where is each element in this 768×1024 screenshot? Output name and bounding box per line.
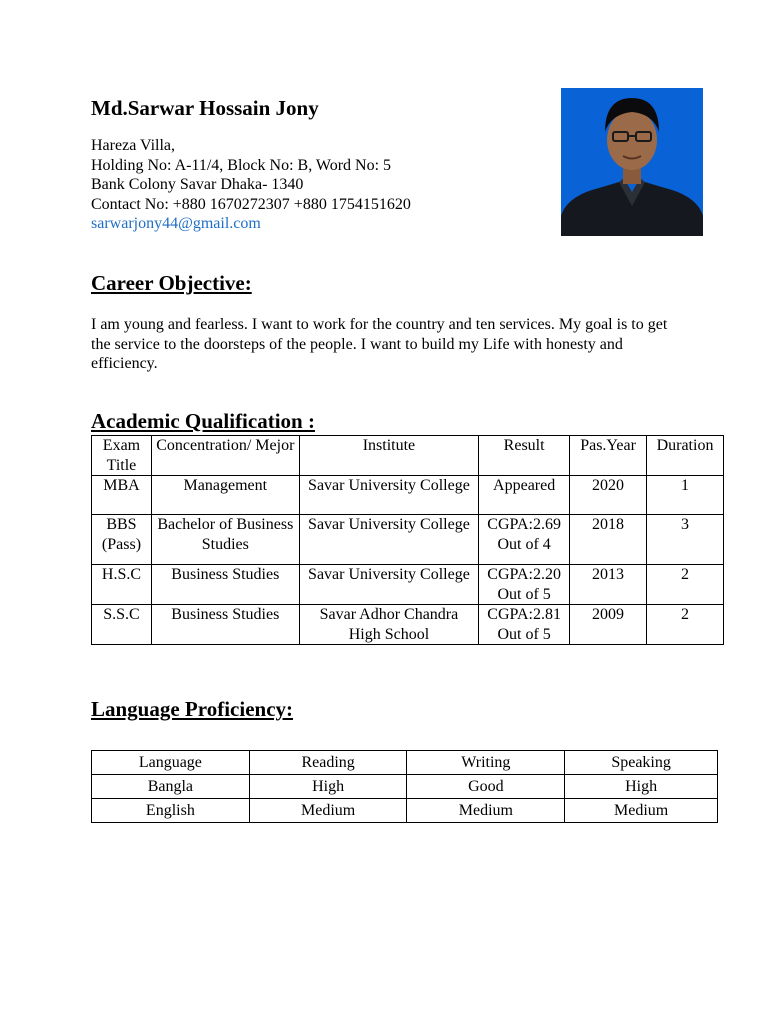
table-cell: 1 <box>647 476 724 515</box>
table-header-cell: Reading <box>249 751 407 775</box>
table-cell: S.S.C <box>92 605 152 645</box>
table-cell: Business Studies <box>151 565 299 605</box>
table-header-cell: Writing <box>407 751 565 775</box>
table-cell: Savar University College <box>299 565 478 605</box>
table-header-cell: Duration <box>647 436 724 476</box>
contact-numbers: Contact No: +880 1670272307 +880 1754151620 <box>91 195 411 213</box>
table-cell: Savar University College <box>299 476 478 515</box>
table-cell: CGPA:2.69 Out of 4 <box>479 515 570 565</box>
table-row <box>92 799 718 823</box>
table-cell: Medium <box>565 799 718 823</box>
address-line: Bank Colony Savar Dhaka- 1340 <box>91 176 304 193</box>
table-cell: Bangla <box>92 775 250 799</box>
table-row <box>92 565 724 605</box>
profile-photo-illustration <box>561 88 703 236</box>
table-header-cell: Institute <box>299 436 478 476</box>
table-header-cell: Exam Title <box>92 436 152 476</box>
academic-table <box>91 435 724 645</box>
table-cell: 2013 <box>570 565 647 605</box>
table-header-cell: Language <box>92 751 250 775</box>
table-cell: Bachelor of Business Studies <box>151 515 299 565</box>
table-cell: Appeared <box>479 476 570 515</box>
table-cell: 2 <box>647 565 724 605</box>
address-line: Hareza Villa, <box>91 137 176 154</box>
language-proficiency-heading: Language Proficiency: <box>91 697 294 721</box>
table-cell: Medium <box>249 799 407 823</box>
table-cell: CGPA:2.81 Out of 5 <box>479 605 570 645</box>
table-cell: Management <box>151 476 299 515</box>
table-cell: Good <box>407 775 565 799</box>
table-cell: CGPA:2.20 Out of 5 <box>479 565 570 605</box>
table-row <box>92 515 724 565</box>
table-row <box>92 775 718 799</box>
profile-photo <box>561 88 703 236</box>
career-objective-text: I am young and fearless. I want to work for the country and ten services. My goal is to get the service to the doorsteps of the people. I want to build my Life with honesty and efficiency. <box>91 316 668 372</box>
table-cell: Medium <box>407 799 565 823</box>
table-cell: 2009 <box>570 605 647 645</box>
academic-qualification-heading: Academic Qualification : <box>91 409 315 433</box>
career-objective-heading: Career Objective: <box>91 271 252 295</box>
table-cell: Savar University College <box>299 515 478 565</box>
table-cell: 2018 <box>570 515 647 565</box>
language-table <box>91 750 718 823</box>
table-cell: High <box>565 775 718 799</box>
table-cell: Business Studies <box>151 605 299 645</box>
table-header-row <box>92 436 724 476</box>
table-cell: MBA <box>92 476 152 515</box>
table-cell: BBS (Pass) <box>92 515 152 565</box>
table-cell: H.S.C <box>92 565 152 605</box>
table-cell: 2 <box>647 605 724 645</box>
email-link[interactable]: sarwarjony44@gmail.com <box>91 215 261 232</box>
table-header-cell: Result <box>479 436 570 476</box>
table-cell: 3 <box>647 515 724 565</box>
table-cell: Savar Adhor Chandra High School <box>299 605 478 645</box>
table-cell: English <box>92 799 250 823</box>
table-header-row <box>92 751 718 775</box>
table-row <box>92 605 724 645</box>
table-header-cell: Pas.Year <box>570 436 647 476</box>
table-cell: High <box>249 775 407 799</box>
candidate-name: Md.Sarwar Hossain Jony <box>91 96 319 120</box>
table-header-cell: Concentration/ Mejor <box>151 436 299 476</box>
table-row <box>92 476 724 515</box>
table-cell: 2020 <box>570 476 647 515</box>
contact-block <box>91 136 411 234</box>
address-line: Holding No: A-11/4, Block No: B, Word No: 5 <box>91 156 392 174</box>
table-header-cell: Speaking <box>565 751 718 775</box>
